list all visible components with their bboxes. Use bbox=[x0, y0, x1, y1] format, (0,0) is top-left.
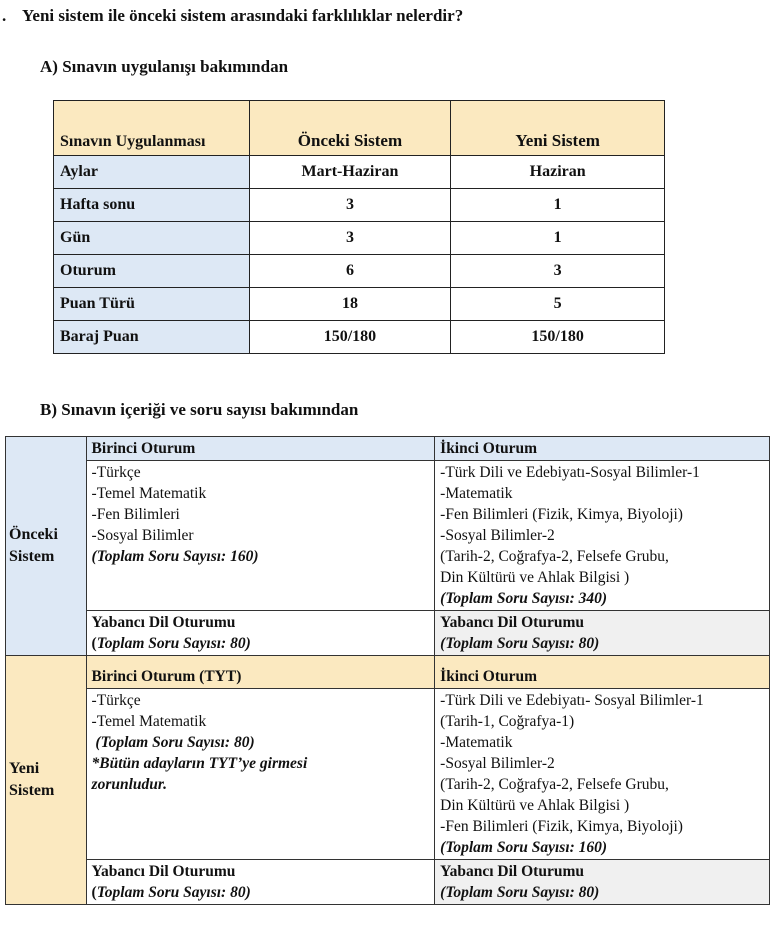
previous-value: 3 bbox=[249, 222, 451, 255]
language-session bbox=[435, 611, 770, 656]
row-label: Baraj Puan bbox=[54, 321, 250, 354]
table-row bbox=[6, 437, 770, 461]
label-line: Sistem bbox=[9, 782, 55, 799]
subject-item: (Tarih-1, Coğrafya-1) bbox=[440, 713, 575, 730]
subject-item: -Sosyal Bilimler-2 bbox=[440, 527, 555, 544]
new-value: 1 bbox=[451, 222, 665, 255]
table-row bbox=[6, 611, 770, 656]
note-text: *Bütün adayların TYT’ye girmesi bbox=[91, 755, 308, 772]
subject-item: -Türkçe bbox=[91, 692, 141, 709]
second-session-content bbox=[435, 689, 770, 860]
subject-item: -Türkçe bbox=[91, 464, 141, 481]
subject-item: -Matematik bbox=[440, 734, 513, 751]
question-total: (Toplam Soru Sayısı: 160) bbox=[91, 548, 259, 565]
previous-value: 150/180 bbox=[249, 321, 451, 354]
label-line: Yeni bbox=[9, 760, 40, 777]
row-label: Puan Türü bbox=[54, 288, 250, 321]
header-cell: Yeni Sistem bbox=[451, 101, 665, 156]
second-session-content bbox=[435, 461, 770, 611]
previous-value: 18 bbox=[249, 288, 451, 321]
new-system-label bbox=[6, 656, 87, 905]
header-cell: Sınavın Uygulanması bbox=[54, 101, 250, 156]
second-session-header: İkinci Oturum bbox=[435, 656, 770, 689]
subject-item: (Tarih-2, Coğrafya-2, Felsefe Grubu, bbox=[440, 776, 669, 793]
previous-system-label bbox=[6, 437, 87, 656]
new-value: 3 bbox=[451, 255, 665, 288]
language-session-title: Yabancı Dil Oturumu bbox=[440, 863, 584, 880]
new-value: 150/180 bbox=[451, 321, 665, 354]
subject-item: -Sosyal Bilimler-2 bbox=[440, 755, 555, 772]
second-session-header: İkinci Oturum bbox=[435, 437, 770, 461]
question-marker: . bbox=[2, 6, 7, 25]
subject-item: -Türk Dili ve Edebiyatı-Sosyal Bilimler-1 bbox=[440, 464, 700, 481]
section-a-title: A) Sınavın uygulanışı bakımından bbox=[40, 57, 289, 76]
question-title: Yeni sistem ile önceki sistem arasındaki farklılıklar nelerdir? bbox=[22, 6, 464, 25]
question-total: (Toplam Soru Sayısı: 160) bbox=[440, 839, 608, 856]
language-session bbox=[86, 860, 435, 905]
first-session-content bbox=[86, 689, 435, 860]
exam-application-table bbox=[53, 100, 665, 354]
table-row bbox=[54, 288, 665, 321]
previous-value: 3 bbox=[249, 189, 451, 222]
question-total: (Toplam Soru Sayısı: 80) bbox=[440, 635, 600, 652]
table-row bbox=[6, 656, 770, 689]
subject-item: -Fen Bilimleri (Fizik, Kimya, Biyoloji) bbox=[440, 506, 683, 523]
label-line: Sistem bbox=[9, 548, 55, 565]
note-text: zorunludur. bbox=[91, 776, 167, 793]
language-session bbox=[435, 860, 770, 905]
open-paren: ( bbox=[91, 635, 97, 652]
table-row bbox=[6, 689, 770, 860]
new-value: 5 bbox=[451, 288, 665, 321]
subject-item: (Tarih-2, Coğrafya-2, Felsefe Grubu, bbox=[440, 548, 669, 565]
question-total: Toplam Soru Sayısı: 80) bbox=[96, 884, 251, 901]
language-session bbox=[86, 611, 435, 656]
first-session-header: Birinci Oturum (TYT) bbox=[86, 656, 435, 689]
table-row bbox=[54, 222, 665, 255]
subject-item: -Fen Bilimleri (Fizik, Kimya, Biyoloji) bbox=[440, 818, 683, 835]
language-session-title: Yabancı Dil Oturumu bbox=[91, 614, 236, 631]
subject-item: -Temel Matematik bbox=[91, 713, 207, 730]
previous-value: 6 bbox=[249, 255, 451, 288]
table-row bbox=[54, 189, 665, 222]
table-row bbox=[54, 255, 665, 288]
language-session-title: Yabancı Dil Oturumu bbox=[91, 863, 236, 880]
row-label: Gün bbox=[54, 222, 250, 255]
label-line: Önceki bbox=[9, 526, 58, 543]
first-session-header: Birinci Oturum bbox=[86, 437, 435, 461]
table-header-row bbox=[54, 101, 665, 156]
language-session-title: Yabancı Dil Oturumu bbox=[440, 614, 584, 631]
subject-item: -Temel Matematik bbox=[91, 485, 207, 502]
table-row bbox=[6, 461, 770, 611]
question-total: Toplam Soru Sayısı: 80) bbox=[96, 635, 251, 652]
new-value: Haziran bbox=[451, 156, 665, 189]
subject-item: Din Kültürü ve Ahlak Bilgisi ) bbox=[440, 797, 630, 814]
first-session-content bbox=[86, 461, 435, 611]
open-paren: ( bbox=[91, 884, 97, 901]
row-label: Aylar bbox=[54, 156, 250, 189]
subject-item: -Türk Dili ve Edebiyatı- Sosyal Bilimler-1 bbox=[440, 692, 704, 709]
table-row bbox=[6, 860, 770, 905]
section-b-title: B) Sınavın içeriği ve soru sayısı bakımından bbox=[40, 400, 359, 419]
row-label: Hafta sonu bbox=[54, 189, 250, 222]
header-cell: Önceki Sistem bbox=[249, 101, 451, 156]
exam-content-table bbox=[5, 436, 770, 905]
table-row bbox=[54, 321, 665, 354]
new-value: 1 bbox=[451, 189, 665, 222]
question-total: (Toplam Soru Sayısı: 340) bbox=[440, 590, 608, 607]
previous-value: Mart-Haziran bbox=[249, 156, 451, 189]
question-total: (Toplam Soru Sayısı: 80) bbox=[91, 734, 255, 751]
subject-item: Din Kültürü ve Ahlak Bilgisi ) bbox=[440, 569, 630, 586]
subject-item: -Sosyal Bilimler bbox=[91, 527, 194, 544]
subject-item: -Matematik bbox=[440, 485, 513, 502]
row-label: Oturum bbox=[54, 255, 250, 288]
question-total: (Toplam Soru Sayısı: 80) bbox=[440, 884, 600, 901]
table-row bbox=[54, 156, 665, 189]
subject-item: -Fen Bilimleri bbox=[91, 506, 180, 523]
